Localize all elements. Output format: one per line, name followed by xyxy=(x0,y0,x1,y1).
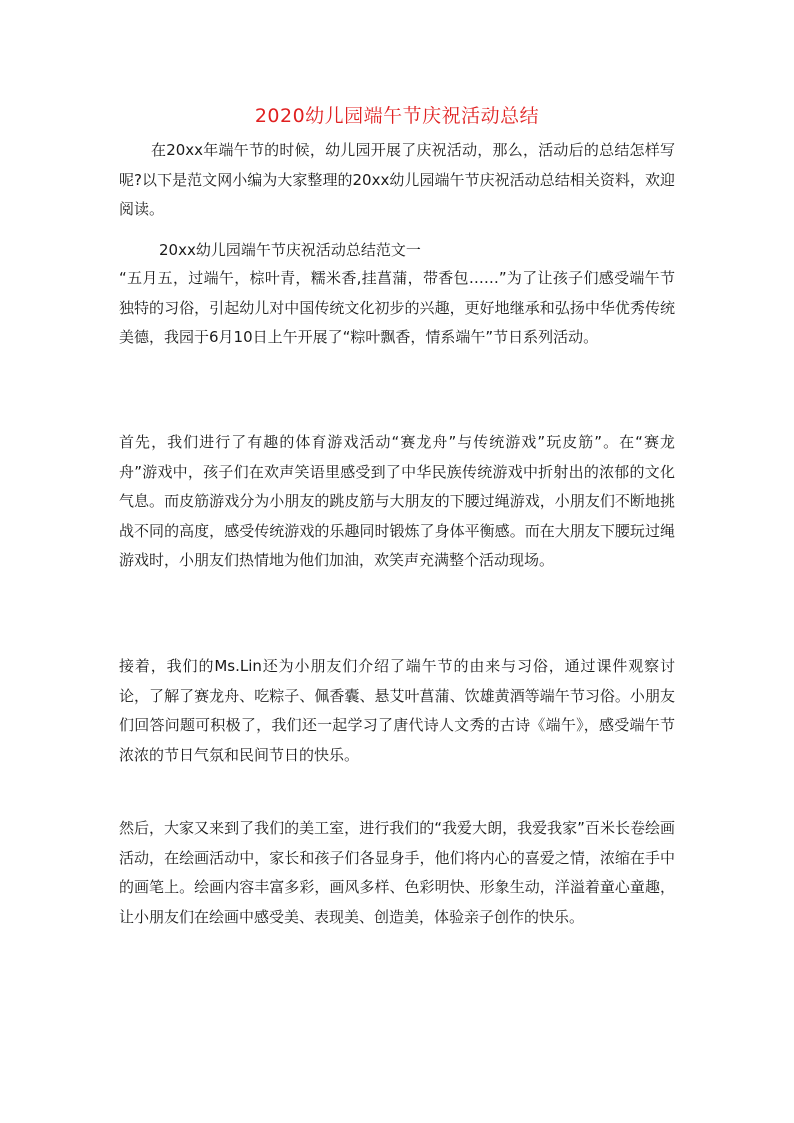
second-activity-paragraph: 接着，我们的Ms.Lin还为小朋友们介绍了端午节的由来与习俗，通过课件观察讨论，了解了赛龙舟、吃粽子、佩香囊、悬艾叶菖蒲、饮雄黄酒等端午节习俗。小朋友们回答问题可积极了，我们还一起学习了唐代诗人文秀的古诗《端午》，感受端午节浓浓的节日气氛和民间节日的快乐。 xyxy=(119,657,675,764)
intro-paragraph: 在20xx年端午节的时候，幼儿园开展了庆祝活动，那么，活动后的总结怎样写呢?以下是范文网小编为大家整理的20xx幼儿园端午节庆祝活动总结相关资料，欢迎阅读。 xyxy=(119,141,675,219)
third-activity-paragraph: 然后，大家又来到了我们的美工室，进行我们的“我爱大朗，我爱我家”百米长卷绘画活动，在绘画活动中，家长和孩子们各显身手，他们将内心的喜爱之情，浓缩在手中的画笔上。绘画内容丰富多彩，画风多样、色彩明快、形象生动，洋溢着童心童趣，让小朋友们在绘画中感受美、表现美、创造美，体验亲子创作的快乐。 xyxy=(119,819,675,926)
quote-paragraph: “五月五，过端午，棕叶青，糯米香,挂菖蒲，带香包……”为了让孩子们感受端午节独特的习俗，引起幼儿对中国传统文化初步的兴趣，更好地继承和弘扬中华优秀传统美德，我园于6月10日上午开展了“粽叶飘香，情系端午”节日系列活动。 xyxy=(119,269,675,347)
document-title: 2020幼儿园端午节庆祝活动总结 xyxy=(254,105,540,127)
section-subtitle: 20xx幼儿园端午节庆祝活动总结范文一 xyxy=(159,241,421,259)
first-activity-paragraph: 首先，我们进行了有趣的体育游戏活动“赛龙舟”与传统游戏”玩皮筋”。在“赛龙舟”游戏中，孩子们在欢声笑语里感受到了中华民族传统游戏中折射出的浓郁的文化气息。而皮筋游戏分为小朋友的跳皮筋与大朋友的下腰过绳游戏，小朋友们不断地挑战不同的高度，感受传统游戏的乐趣同时锻炼了身体平衡感。而在大朋友下腰玩过绳游戏时，小朋友们热情地为他们加油，欢笑声充满整个活动现场。 xyxy=(119,433,675,570)
